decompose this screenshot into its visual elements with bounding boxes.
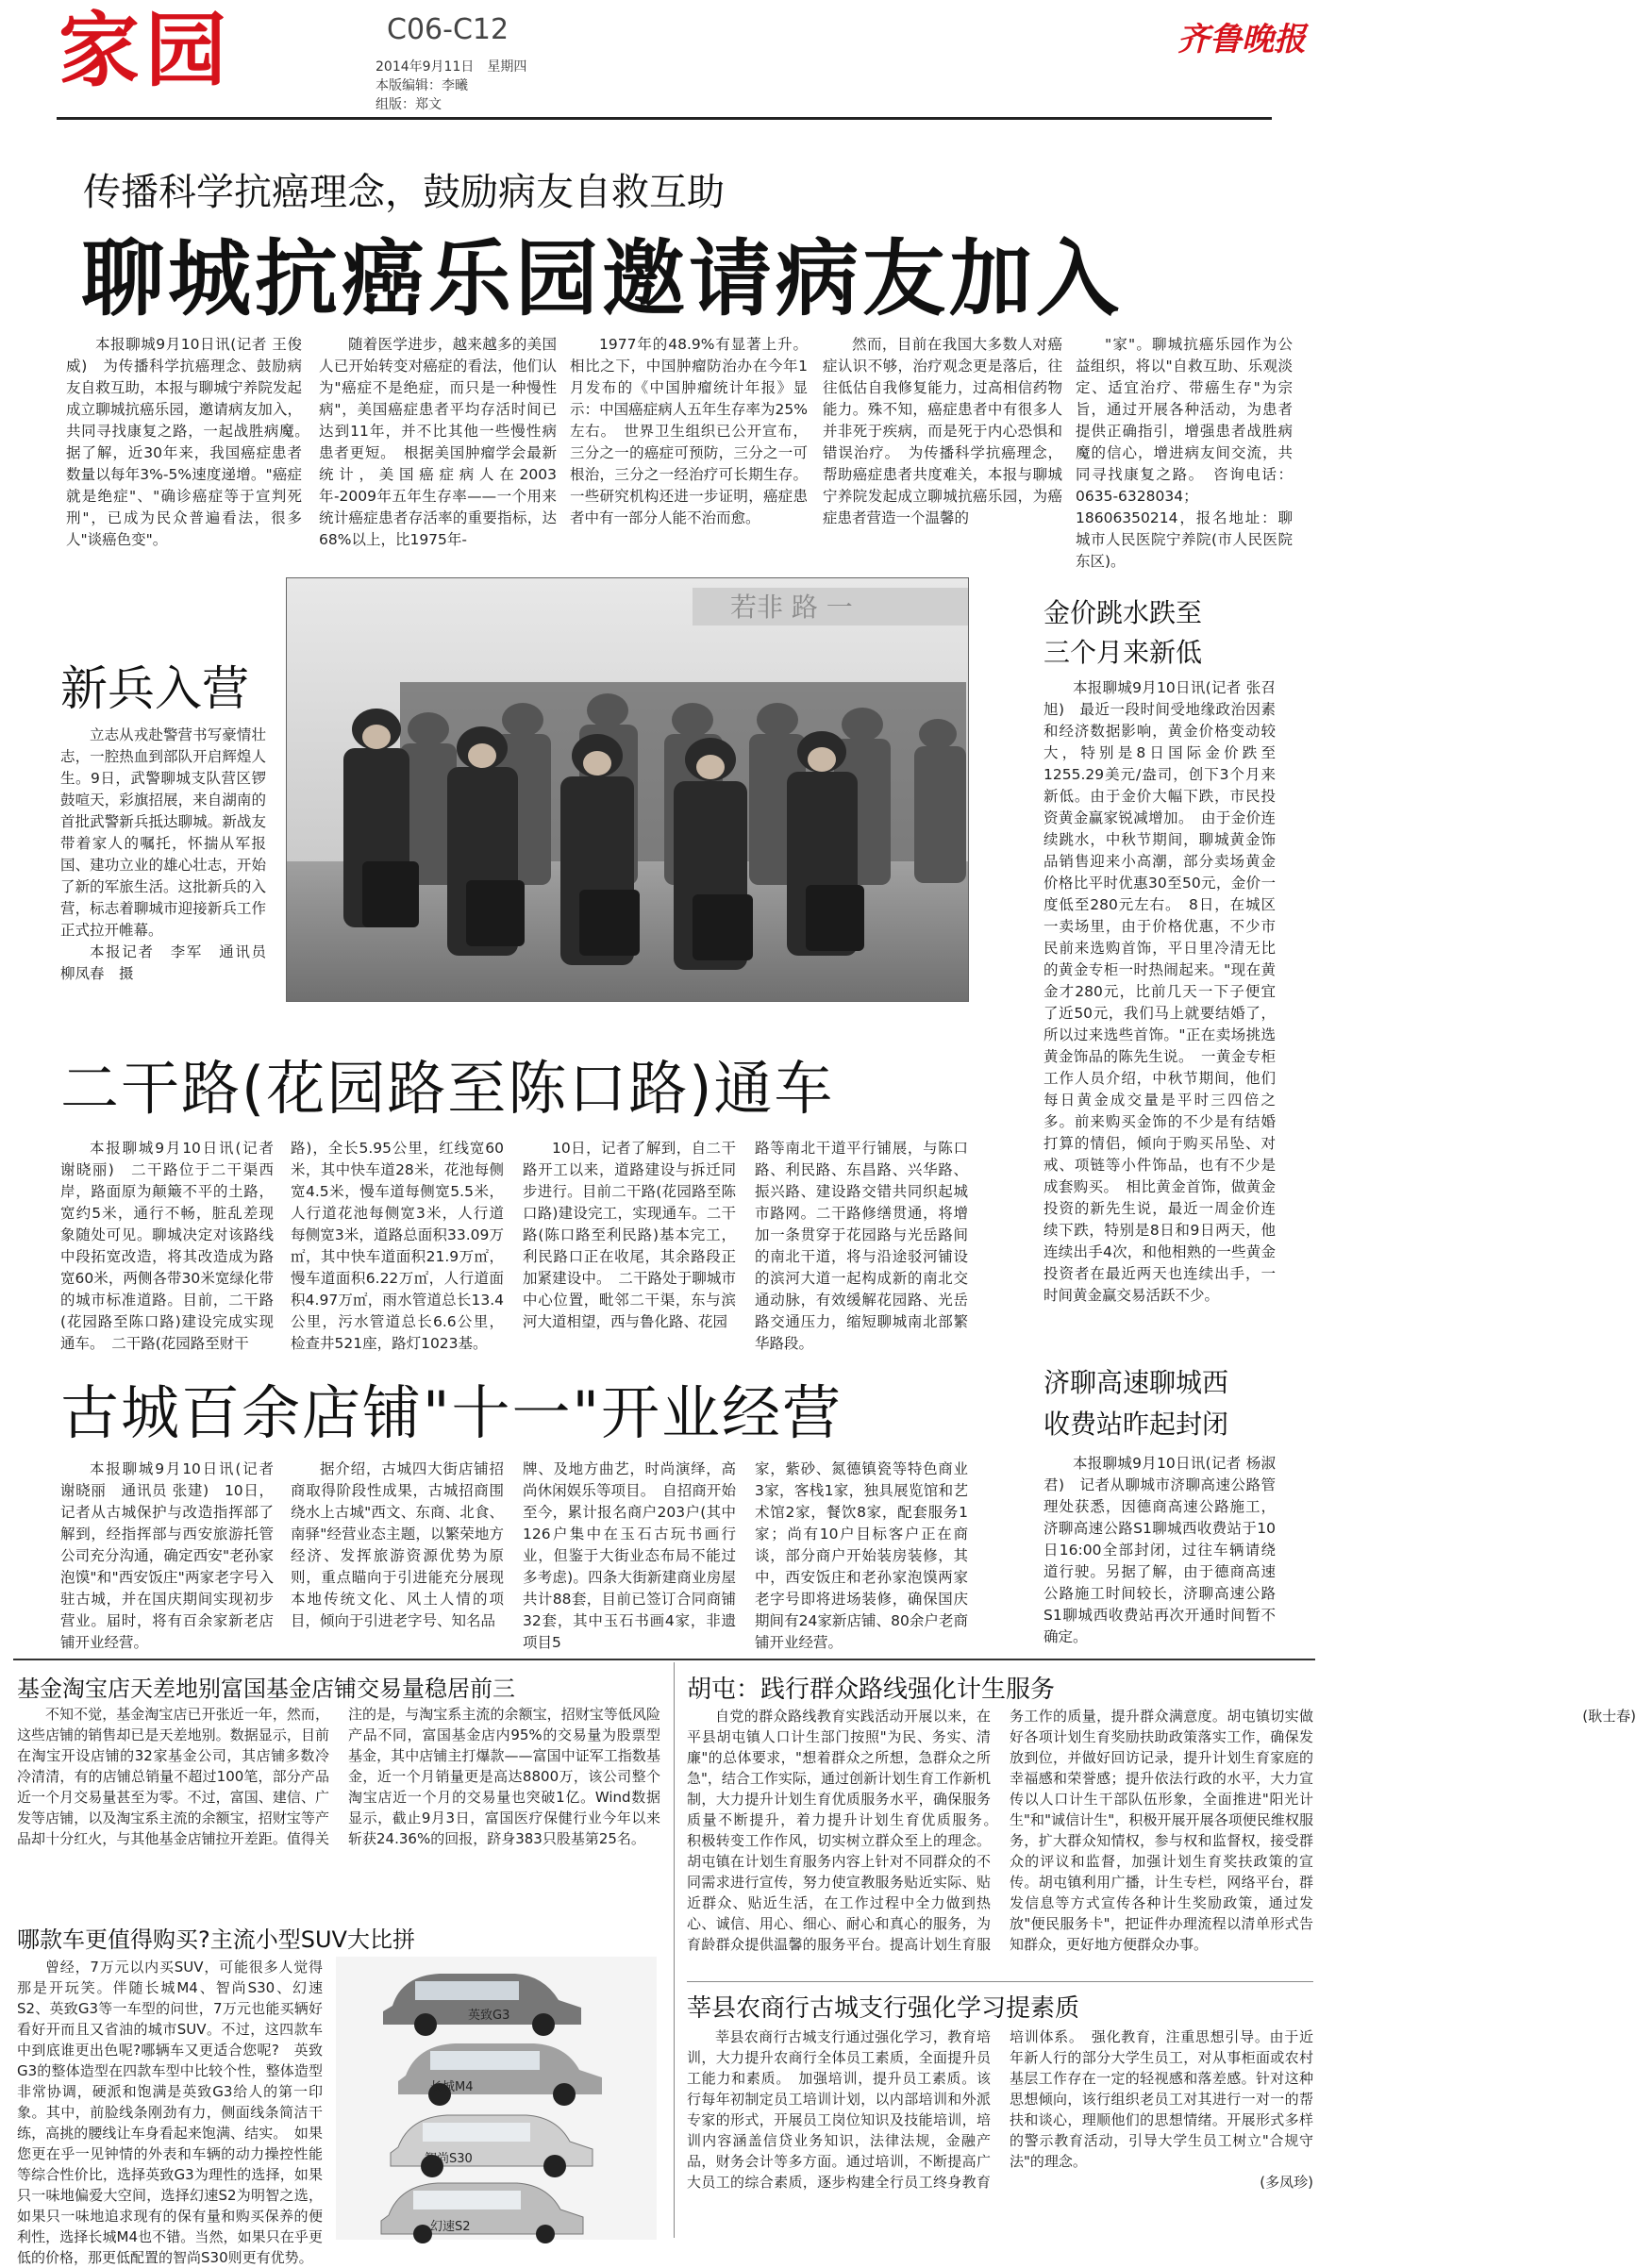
recruits-title: 新兵入营	[60, 661, 249, 716]
lead-title: 聊城抗癌乐园邀请病友加入	[81, 230, 1124, 327]
lead-subtitle: 传播科学抗癌理念，鼓励病友自救互助	[83, 171, 725, 214]
recruits-text: 立志从戎赴警营书写豪情壮志，一腔热血到部队开启辉煌人生。9日，武警聊城支队营区锣鼓喧天，彩旗招展，来自湖南的首批武警新兵抵达聊城。新战友带着家人的嘱托，怀揣从军报国、建功立业的雄心壮志，开始了新的军旅生活。这批新兵的入营，标志着聊城市迎接新兵工作正式拉开帷幕。	[60, 726, 266, 939]
section-title: 家园	[58, 4, 232, 98]
suv-label-4: 幻速S2	[430, 2220, 471, 2234]
road-col-3-text: 10日，记者了解到，自二干路开工以来，道路建设与拆迁同步进行。目前二干路(花园路至陈口路)建设完工，实现通车。二干路(陈口路至利民路)基本完工，利民路口正在收尾，其余路段正加紧建设中。 二干路处于聊城市中心位置，毗邻二干渠，东与滨河大道相望，西与鲁化路、花园	[523, 1140, 736, 1330]
road-title: 二干路(花园路至陈口路)通车	[60, 1054, 835, 1123]
suv-text: 曾经，7万元以内买SUV，可能很多人觉得那是开玩笑。伴随长城M4、智尚S30、幻速S2、英致G3等一车型的问世，7万元也能买辆好看好开而且又省油的城市SUV。不过，这四款车中到底谁更出色呢?哪辆车又更适合您呢? 英致G3的整体造型在四款车型中比较个性，整体造型非常协调，硬派和饱满是英致G3给人的第一印象。其中，前脸线条刚劲有力，侧面线条简洁干练，高挑的腰线让车身看起来饱满、结实。 如果您更在乎一见钟情的外表和车辆的动力操控性能等综合性价比，选择英致G3为理性的选择，如果只一味地偏爱大空间，选择幻速S2为明智之选，如果只一味地追求现有的保有量和购买保养的便利性，选择长城M4也不错。当然，如果只在乎更低的价格，那更低配置的智尚S30则更有优势。	[17, 1959, 323, 2266]
shops-title: 古城百余店铺"十一"开业经营	[60, 1378, 843, 1447]
editor: 本版编辑：李曦	[376, 78, 468, 93]
lead-col-4	[823, 334, 1062, 570]
lead-col-4-text: 然而，目前在我国大多数人对癌症认识不够，治疗观念更是落后，往往低估自我修复能力，过高相信药物能力。殊不知，癌症患者中有很多人并非死于疾病，而是死于内心恐惧和错误治疗。 为传播科学抗癌理念，帮助癌症患者共度难关，本报与聊城宁养院发起成立聊城抗癌乐园，为癌症患者营造一个温馨的	[823, 336, 1062, 526]
lower-vertical-rule	[674, 1662, 675, 2238]
layout-editor: 组版：郑文	[376, 97, 442, 112]
lower-section-rule	[13, 1659, 1315, 1660]
road-col-2	[291, 1138, 504, 1352]
family-planning-text: 自党的群众路线教育实践活动开展以来，在平县胡屯镇人口计生部门按照"为民、务实、清廉"的总体要求，"想着群众之所想，急群众之所急"，结合工作实际，通过创新计划生育工作新机制，大力提升计划生育优质服务水平，确保服务质量不断提升，着力提升计划生育优质服务。 积极转变工作作风，切实树立群众至上的理念。胡屯镇在计划生育服务内容上针对不同群众的不同需求进行宣传，努力使宣教服务贴近实际、贴近群众、贴近生活，在工作过程中全力做到热心、诚信、用心、细心、耐心和真心的服务，为育龄群众提供温馨的服务平台。提高计划生育服务工作的质量，提升群众满意度。胡屯镇切实做好各项计划生育奖励扶助政策落实工作，确保发放到位，并做好回访记录，提升计划生育家庭的幸福感和荣誉感；提升依法行政的水平，大力宣传以人口计生干部队伍形象，全面推进"阳光计生"和"诚信计生"，积极开展开展各项便民维权服务，扩大群众知情权，参与权和监督权，接受群众的评议和监督，加强计划生育奖扶政策的宣传。胡屯镇利用广播，计生专栏，网络平台，群发信息等方式宣传各种计生奖励政策，通过发放"便民服务卡"，把证件办理流程以清单形式告知群众，更好地方便群众办事。	[687, 1708, 1313, 1953]
bank-body	[687, 2026, 1313, 2240]
shops-col-4-text: 家，紫砂、氮德镇瓷等特色商业3家，客栈1家，独具展览馆和艺术馆2家，餐饮8家，配套服务1家；尚有10户目标客户正在商谈，部分商户开始装房装修，其中，西安饭庄和老孙家泡馍两家老字号即将进场装修，确保国庆期间有24家新店铺、80余户老商铺开业经营。	[755, 1460, 968, 1651]
soldiers-illustration	[287, 578, 968, 1001]
paper-logo: 齐鲁晚报	[1177, 21, 1306, 58]
suv-title: 哪款车更值得购买?主流小型SUV大比拼	[17, 1926, 415, 1953]
shops-col-2	[291, 1459, 504, 1647]
header-rule	[57, 117, 1272, 120]
family-planning-body	[687, 1706, 1636, 1960]
lead-col-3-text: 1977年的48.9%有显著上升。相比之下，中国肿瘤防治办在今年1月发布的《中国肿瘤统计年报》显示：中国癌症病人五年生存率为25%左右。 世界卫生组织已公开宣布，三分之一的癌症可预防，三分之一可根治，三分之一经治疗可长期生存。一些研究机构还进一步证明，癌症患者中有一部分人能不治而愈。	[570, 336, 808, 526]
recruits-byline: 本报记者 李军 通讯员 柳凤春 摄	[60, 943, 281, 982]
suv-car-4	[381, 2183, 583, 2243]
lead-col-2	[319, 334, 557, 570]
gold-text: 本报聊城9月10日讯(记者 张召旭) 最近一段时间受地缘政治因素和经济数据影响，黄金价格变动较大，特别是8日国际金价跌至1255.29美元/盎司，创下3个月来新低。由于金价大幅下跌，市民投资黄金赢家锐减增加。 由于金价连续跳水，中秋节期间，聊城黄金饰品销售迎来小高潮，部分卖场黄金价格比平时优惠30至50元，金价一度低至280元左右。 8日，在城区一卖场里，由于价格优惠，不少市民前来选购首饰，平日里冷清无比的黄金专柜一时热闹起来。"现在黄金才280元，比前几天一下子便宜了近50元，我们马上就要结婚了，所以过来选些首饰。"正在卖场挑选黄金饰品的陈先生说。 一黄金专柜工作人员介绍，中秋节期间，他们每日黄金成交量是平时三四倍之多。前来购买金饰的不少是有结婚打算的情侣，倾向于购买吊坠、对戒、项链等小件饰品，也有不少是成套购买。 相比黄金首饰，做黄金投资的新先生说，最近一周金价连续下跌，特别是8日和9日两天，他连续出手4次，和他相熟的一些黄金投资者在最近两天也连续出手，一时间黄金赢交易活跃不少。	[1043, 679, 1276, 1304]
page-range: C06-C12	[387, 13, 509, 46]
suv-car-1	[383, 1974, 581, 2036]
fund-title: 基金淘宝店天差地别富国基金店铺交易量稳居前三	[17, 1676, 515, 1702]
lead-col-1	[66, 334, 317, 570]
lead-col-3	[570, 334, 808, 570]
suv-car-2	[398, 2043, 602, 2106]
shops-col-4	[755, 1459, 968, 1651]
bank-rule	[687, 1981, 1313, 1982]
road-col-3	[523, 1138, 736, 1349]
suv-cars-illustration	[336, 1957, 657, 2240]
toll-body	[1043, 1453, 1276, 1647]
recruits-body	[60, 725, 281, 982]
bank-title: 莘县农商行古城支行强化学习提素质	[687, 1994, 1080, 2023]
toll-title-1: 济聊高速聊城西	[1043, 1367, 1229, 1398]
road-col-4-text: 路等南北干道平行铺展，与陈口路、利民路、东昌路、兴华路、振兴路、建设路交错共同织起城市路网。二干路修缮贯通，将增加一条贯穿于花园路与光岳路间的南北干道，将与沿途驳河铺设的滨河大道一起构成新的南北交通动脉，有效缓解花园路、光岳路交通压力，缩短聊城南北部繁华路段。	[755, 1140, 968, 1352]
toll-text: 本报聊城9月10日讯(记者 杨淑君) 记者从聊城市济聊高速公路管理处获悉，因德商高速公路施工，济聊高速公路S1聊城西收费站于10日16:00全部封闭，过往车辆请绕道行驶。另据了解，由于德商高速公路施工时间较长，济聊高速公路S1聊城西收费站再次开通时间暂不确定。	[1043, 1455, 1276, 1645]
bank-author: (多凤珍)	[1260, 2174, 1313, 2191]
lead-col-2-text: 随着医学进步，越来越多的美国人已开始转变对癌症的看法，他们认为"癌症不是绝症，而只是一种慢性病"，美国癌症患者平均存活时间已达到11年，并不比其他一些慢性病患者更短。 根据美国肿瘤学会最新统计，美国癌症病人在2003年-2009年五年生存率——一个用来统计癌症患者存活率的重要指标，达68%以上，比1975年-	[319, 336, 557, 548]
suv-label-2: 长城M4	[430, 2080, 474, 2094]
gold-body	[1043, 677, 1276, 1340]
masthead	[0, 0, 1329, 123]
recruits-photo	[286, 577, 969, 1002]
shops-col-3	[523, 1459, 736, 1651]
suv-label-1: 英致G3	[468, 2009, 510, 2023]
photo-background-sign: 若非 路 一	[730, 592, 853, 623]
suv-label-3: 智尚S30	[425, 2152, 473, 2166]
toll-title-2: 收费站昨起封闭	[1043, 1409, 1229, 1440]
lead-col-5-text: "家"。聊城抗癌乐园作为公益组织，将以"自救互助、乐观淡定、适宜治疗、带癌生存"为宗旨，通过开展各种活动，为患者提供正确指引，增强患者战胜病魔的信心，增进病友间交流，共同寻找康复之路。 咨询电话：0635-6328034；18606350214，报名地址：聊城市人民医院宁养院(市人民医院东区)。	[1076, 336, 1293, 570]
family-planning-title: 胡屯：践行群众路线强化计生服务	[687, 1676, 1056, 1704]
lead-col-1-text: 本报聊城9月10日讯(记者 王俊威) 为传播科学抗癌理念、鼓励病友自救互助，本报与聊城宁养院发起成立聊城抗癌乐园，邀请病友加入，共同寻找康复之路，一起战胜病魔。 据了解，近30年来，我国癌症患者数量以每年3%-5%速度递增。"癌症就是绝症"、"确诊癌症等于宣判死刑"，已成为民众普遍看法，很多人"谈癌色变"。	[66, 336, 317, 548]
road-col-1	[60, 1138, 274, 1352]
road-col-2-text: 路)，全长5.95公里，红线宽60米，其中快车道28米，花池每侧宽4.5米，慢车道每侧宽5.5米，人行道花池每侧宽3米，人行道每侧宽3米，道路总面积33.09万㎡，其中快车道面积21.9万㎡，慢车道面积6.22万㎡，人行道面积4.97万㎡，雨水管道总长13.4公里，污水管道总长6.6公里，检查井521座，路灯1023基。	[291, 1140, 504, 1352]
lead-col-5	[1076, 334, 1293, 570]
shops-col-1-text: 本报聊城9月10日讯(记者 谢晓丽 通讯员 张建) 10日，记者从古城保护与改造指挥部了解到，经指挥部与西安旅游托管公司充分沟通，确定西安"老孙家泡馍"和"西安饭庄"两家老字号入驻古城，并在国庆期间实现初步营业。届时，将有百余家新老店铺开业经营。	[60, 1460, 274, 1651]
suv-photo-grid	[336, 1957, 657, 2240]
road-col-1-text: 本报聊城9月10日讯(记者 谢晓丽) 二干路位于二干渠西岸，路面原为颠簸不平的土路，宽约5米，通行不畅，脏乱差现象随处可见。聊城决定对该路线中段拓宽改造，将其改造成为路宽60米，两侧各带30米宽绿化带的城市标准道路。目前，二干路(花园路至陈口路)建设完成实现通车。 二干路(花园路至财干	[60, 1140, 274, 1352]
issue-date: 2014年9月11日 星期四	[376, 59, 527, 75]
suv-body	[17, 1957, 323, 2266]
road-col-4	[755, 1138, 968, 1352]
fund-body	[17, 1704, 660, 1917]
fund-text: 不知不觉，基金淘宝店已开张近一年，然而，这些店铺的销售却已是天差地别。数据显示，目前在淘宝开设店铺的32家基金公司，其店铺多数冷冷清清，有的店铺总销量不超过100笔，部分产品近一个月交易量甚至为零。不过，富国、建信、广发等店铺，以及淘宝系主流的余额宝，招财宝等产品却十分红火，与其他基金店铺拉开差距。值得关注的是，与淘宝系主流的余额宝，招财宝等低风险产品不同，富国基金店内95%的交易量为股票型基金，其中店铺主打爆款——富国中证军工指数基金，近一个月销量更是高达8800万，该公司整个淘宝店近一个月的交易量也突破1亿。Wind数据显示，截止9月3日，富国医疗保健行业今年以来斩获24.36%的回报，跻身383只股基第25名。	[17, 1706, 660, 1847]
family-planning-author: (耿士春)	[1582, 1708, 1636, 1725]
gold-title-1: 金价跳水跌至	[1043, 597, 1203, 628]
shops-col-1	[60, 1459, 274, 1651]
bank-text: 莘县农商行古城支行通过强化学习，教育培训，大力提升农商行全体员工素质，全面提升员工能力和素质。 加强培训，提升员工素质。该行每年初制定员工培训计划，以内部培训和外派专家的形式，开展员工岗位知识及技能培训，培训内容涵盖信贷业务知识，法律法规，金融产品，财务会计等多方面。通过培训，不断提高广大员工的综合素质，逐步构建全行员工终身教育培训体系。 强化教育，注重思想引导。由于近年新人行的部分大学生员工，对从事柜面或农村基层工作存在一定的轻视感和落差感。针对这种思想倾向，该行组织老员工对其进行一对一的帮扶和谈心，理顺他们的思想情绪。开展形式多样的警示教育活动，引导大学生员工树立"合规守法"的理念。	[687, 2028, 1313, 2191]
suv-car-3	[391, 2115, 593, 2177]
shops-col-3-text: 牌、及地方曲艺，时尚演绎，高尚休闲娱乐等项目。 自招商开始至今，累计报名商户203户(其中126户集中在玉石古玩书画行业，但鉴于大街业态布局不能过多考虑)。四条大街新建商业房屋共计88套，目前已签订合同商铺32套，其中玉石书画4家，非遗项目5	[523, 1460, 736, 1651]
shops-col-2-text: 据介绍，古城四大街店铺招商取得阶段性成果，古城招商围绕水上古城"西文、东商、北食、南驿"经营业态主题，以繁荣地方经济、发挥旅游资源优势为原则，重点瞄向于引进能充分展现本地传统文化、风土人情的项目，倾向于引进老字号、知名品	[291, 1460, 504, 1629]
gold-title-2: 三个月来新低	[1043, 637, 1203, 668]
